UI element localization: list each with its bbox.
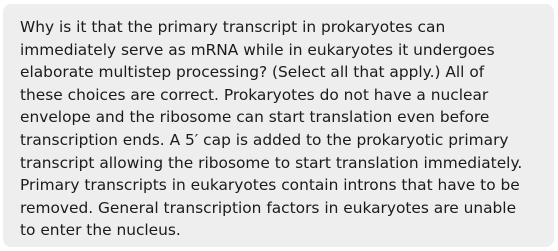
- text-line: transcript allowing the ribosome to start translation immediately.: [20, 153, 523, 172]
- text-line: Primary transcripts in eukaryotes contain introns that have to be: [20, 176, 520, 195]
- text-line: Why is it that the primary transcript in prokaryotes can: [20, 18, 446, 36]
- text-line: elaborate multistep processing? (Select all that apply.) All of: [20, 63, 485, 82]
- question-text: [20, 16, 550, 242]
- question-card: [3, 4, 554, 247]
- text-line: to enter the nucleus.: [20, 221, 181, 240]
- text-line: transcription ends. A 5′ cap is added to the prokaryotic primary: [20, 130, 509, 149]
- text-line: removed. General transcription factors in eukaryotes are unable: [20, 198, 517, 217]
- text-line: immediately serve as mRNA while in eukaryotes it undergoes: [20, 40, 495, 59]
- text-line: envelope and the ribosome can start translation even before: [20, 108, 490, 127]
- text-line: these choices are correct. Prokaryotes do not have a nuclear: [20, 85, 489, 104]
